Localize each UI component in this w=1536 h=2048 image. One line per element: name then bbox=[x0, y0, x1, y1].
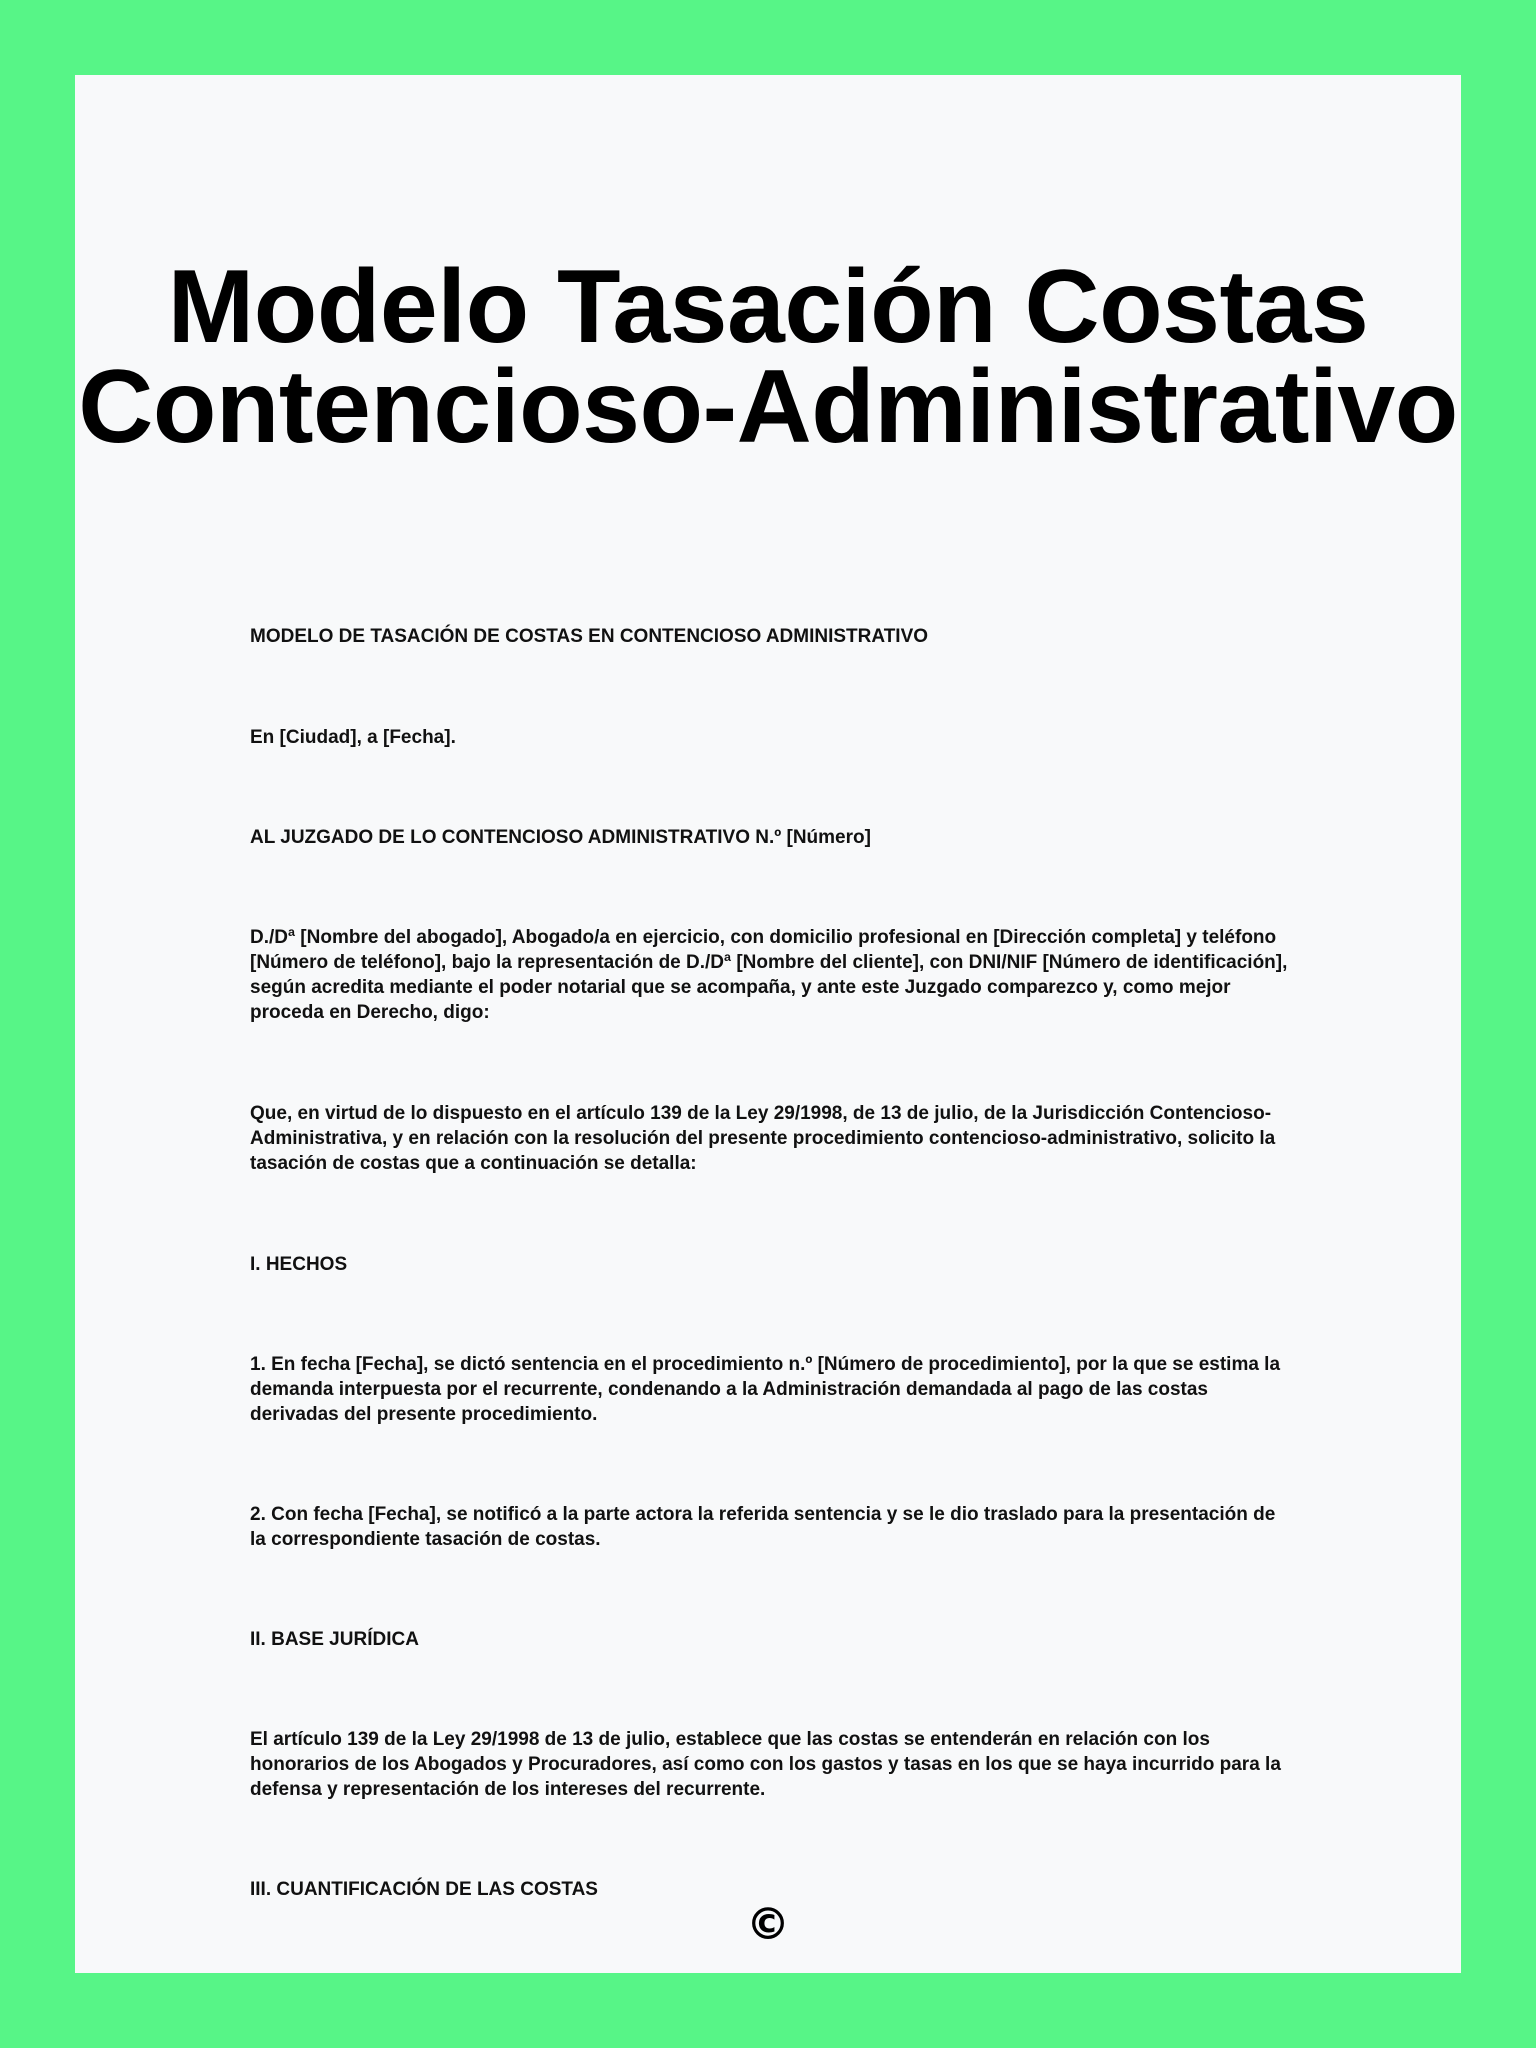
document-heading: MODELO DE TASACIÓN DE COSTAS EN CONTENCIOSO ADMINISTRATIVO bbox=[250, 626, 929, 647]
section-heading-base-juridica: II. BASE JURÍDICA bbox=[250, 1629, 419, 1650]
section-heading-hechos: I. HECHOS bbox=[250, 1254, 348, 1275]
document-title bbox=[75, 249, 1461, 465]
section-heading-cuantificacion: III. CUANTIFICACIÓN DE LAS COSTAS bbox=[250, 1879, 598, 1900]
request-paragraph: Que, en virtud de lo dispuesto en el artículo 139 de la Ley 29/1998, de 13 de julio, de la Jurisdicción Contencioso-Administrativa, y en relación con la resolución del presente procedimiento contencioso-administrativo, solicito la tasación de costas que a continuación se detalla: bbox=[250, 1103, 1276, 1174]
fact-paragraph-2: 2. Con fecha [Fecha], se notificó a la parte actora la referida sentencia y se le dio traslado para la presentación de la correspondiente tasación de costas. bbox=[250, 1504, 1276, 1550]
copyright-icon: © bbox=[746, 1899, 790, 1950]
title-line-1: Modelo Tasación Costas bbox=[167, 249, 1369, 365]
legal-basis-paragraph: El artículo 139 de la Ley 29/1998 de 13 de julio, establece que las costas se entenderán en relación con los honorarios de los Abogados y Procuradores, así como con los gastos y tasas en los que se haya incurrido para la defensa y representación de los intereses del recurrente. bbox=[250, 1729, 1281, 1800]
place-date-line: En [Ciudad], a [Fecha]. bbox=[250, 727, 456, 748]
fact-paragraph-1: 1. En fecha [Fecha], se dictó sentencia en el procedimiento n.º [Número de procedimiento], por la que se estima la demanda interpuesta por el recurrente, condenando a la Administración demandada al pago de las costas derivadas del presente procedimiento. bbox=[250, 1354, 1281, 1425]
title-line-2: Contencioso-Administrativo bbox=[78, 349, 1458, 465]
appearance-paragraph: D./Dª [Nombre del abogado], Abogado/a en ejercicio, con domicilio profesional en [Dirección completa] y teléfono [Número de teléfono], bajo la representación de D./Dª [Nombre del cliente], con DNI/NIF [Número de identificación], según acredita mediante el poder notarial que se acompaña, y ante este Juzgado comparezco y, como mejor proceda en Derecho, digo: bbox=[250, 927, 1288, 1023]
document-page bbox=[75, 75, 1461, 1973]
court-addressee: AL JUZGADO DE LO CONTENCIOSO ADMINISTRATIVO N.º [Número] bbox=[250, 827, 871, 848]
